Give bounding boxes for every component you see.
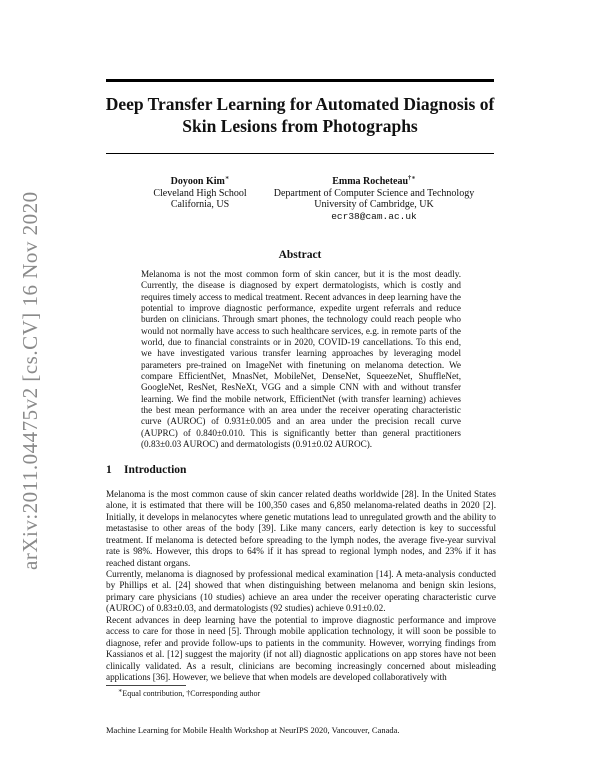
- venue-footer: Machine Learning for Mobile Health Workshop at NeurIPS 2020, Vancouver, Canada.: [106, 725, 400, 735]
- footnote-text-equal: Equal contribution,: [122, 689, 187, 698]
- arxiv-identifier: arXiv:2011.04475v2 [cs.CV] 16 Nov 2020: [18, 191, 42, 570]
- footnote-mark-equal: ∗: [118, 687, 123, 695]
- author-email[interactable]: ecr38@cam.ac.uk: [331, 210, 417, 222]
- section-title: Introduction: [124, 464, 187, 476]
- title-line-2: Skin Lesions from Photographs: [182, 116, 418, 136]
- author-mark: †∗: [408, 174, 416, 182]
- author-affiliation: University of Cambridge, UK: [314, 199, 434, 210]
- author-block-1: [130, 176, 270, 211]
- author-affiliation: Cleveland High School: [153, 187, 247, 199]
- section-heading: [106, 464, 186, 476]
- footnote-text-corresponding: Corresponding author: [190, 689, 261, 698]
- author-location: California, US: [170, 199, 230, 210]
- section-number: 1: [106, 464, 112, 476]
- footnote: [118, 689, 260, 699]
- paper-title: [90, 93, 510, 137]
- intro-paragraph-3: Recent advances in deep learning have the potential to improve diagnostic performance and improve access to care for those in need [5]. Through mobile application technology, it will soon be possible to diagnose, refer and provide follow-ups to patients in the community. However, worrying findings from Kassianos et al. [12] suggest the majority (if not all) diagnostic applications on app stores have not been clinically validated. As a result, clinicians are becoming increasingly concerned about misleading applications [36]. However, we believe that when models are developed collaboratively with: [106, 615, 496, 683]
- author-name: Emma Rocheteau: [332, 176, 409, 187]
- title-line-1: Deep Transfer Learning for Automated Diagnosis of: [105, 94, 495, 114]
- intro-paragraph-2: Currently, melanoma is diagnosed by professional medical examination [14]. A meta-analysis conducted by Phillips et al. [24] showed that when distinguishing between melanoma and benign skin lesions, primary care physicians (10 studies) achieve an area under the receiver operating characteristic curve (AUROC) of 0.83±0.03, and dermatologists (92 studies) achieve 0.91±0.02.: [106, 569, 496, 614]
- abstract-heading: Abstract: [278, 249, 322, 261]
- title-bottom-rule: [106, 153, 494, 154]
- intro-paragraph-1: Melanoma is the most common cause of skin cancer related deaths worldwide [28]. In the United States alone, it is estimated that there will be 100,350 cases and 6,850 melanoma-related deaths in 2020 [2]. Initially, it develops in melanocytes where genetic mutations lead to unregulated growth and the ability to metastasise to other areas of the body [39]. Like many cancers, early detection is key to successful treatment. If melanoma is detected before spreading to the lymph nodes, the average five-year survival rate is 98%. However, this drops to 64% if it has spread to regional lymph nodes, and 23% if it has reached distant organs.: [106, 489, 496, 568]
- author-name: Doyoon Kim: [170, 176, 225, 187]
- author-block-2: [258, 176, 490, 222]
- title-top-rule: [106, 79, 494, 82]
- abstract-text: Melanoma is not the most common form of skin cancer, but it is the most deadly. Currently, the disease is diagnosed by expert dermatologists, which is costly and requires timely access to medical treatment. Recent advances in deep learning have the potential to improve diagnostic performance, expedite urgent referrals and reduce burden on clinicians. Through smart phones, the technology could reach people who would not normally have access to such healthcare services, e.g. in remote parts of the world, due to financial constraints or in 2020, COVID-19 cancellations. To this end, we have investigated various transfer learning approaches by leveraging model parameters pre-trained on ImageNet with finetuning on melanoma detection. We compare EfficientNet, MnasNet, MobileNet, DenseNet, SqueezeNet, ShuffleNet, GoogleNet, ResNet, ResNeXt, VGG and a simple CNN with and without transfer learning. We find the mobile network, EfficientNet (with transfer learning) achieves the best mean performance with an area under the receiver operating characteristic curve (AUROC) of 0.931±0.005 and an area under the precision recall curve (AUPRC) of 0.840±0.010. This is significantly better than general practitioners (0.83±0.03 AUROC) and dermatologists (0.91±0.02 AUROC).: [141, 269, 461, 450]
- author-department: Department of Computer Science and Technology: [273, 187, 475, 199]
- author-mark: ∗: [224, 174, 230, 182]
- footnote-mark-corresponding: †: [186, 689, 191, 698]
- footnote-rule: [106, 685, 186, 686]
